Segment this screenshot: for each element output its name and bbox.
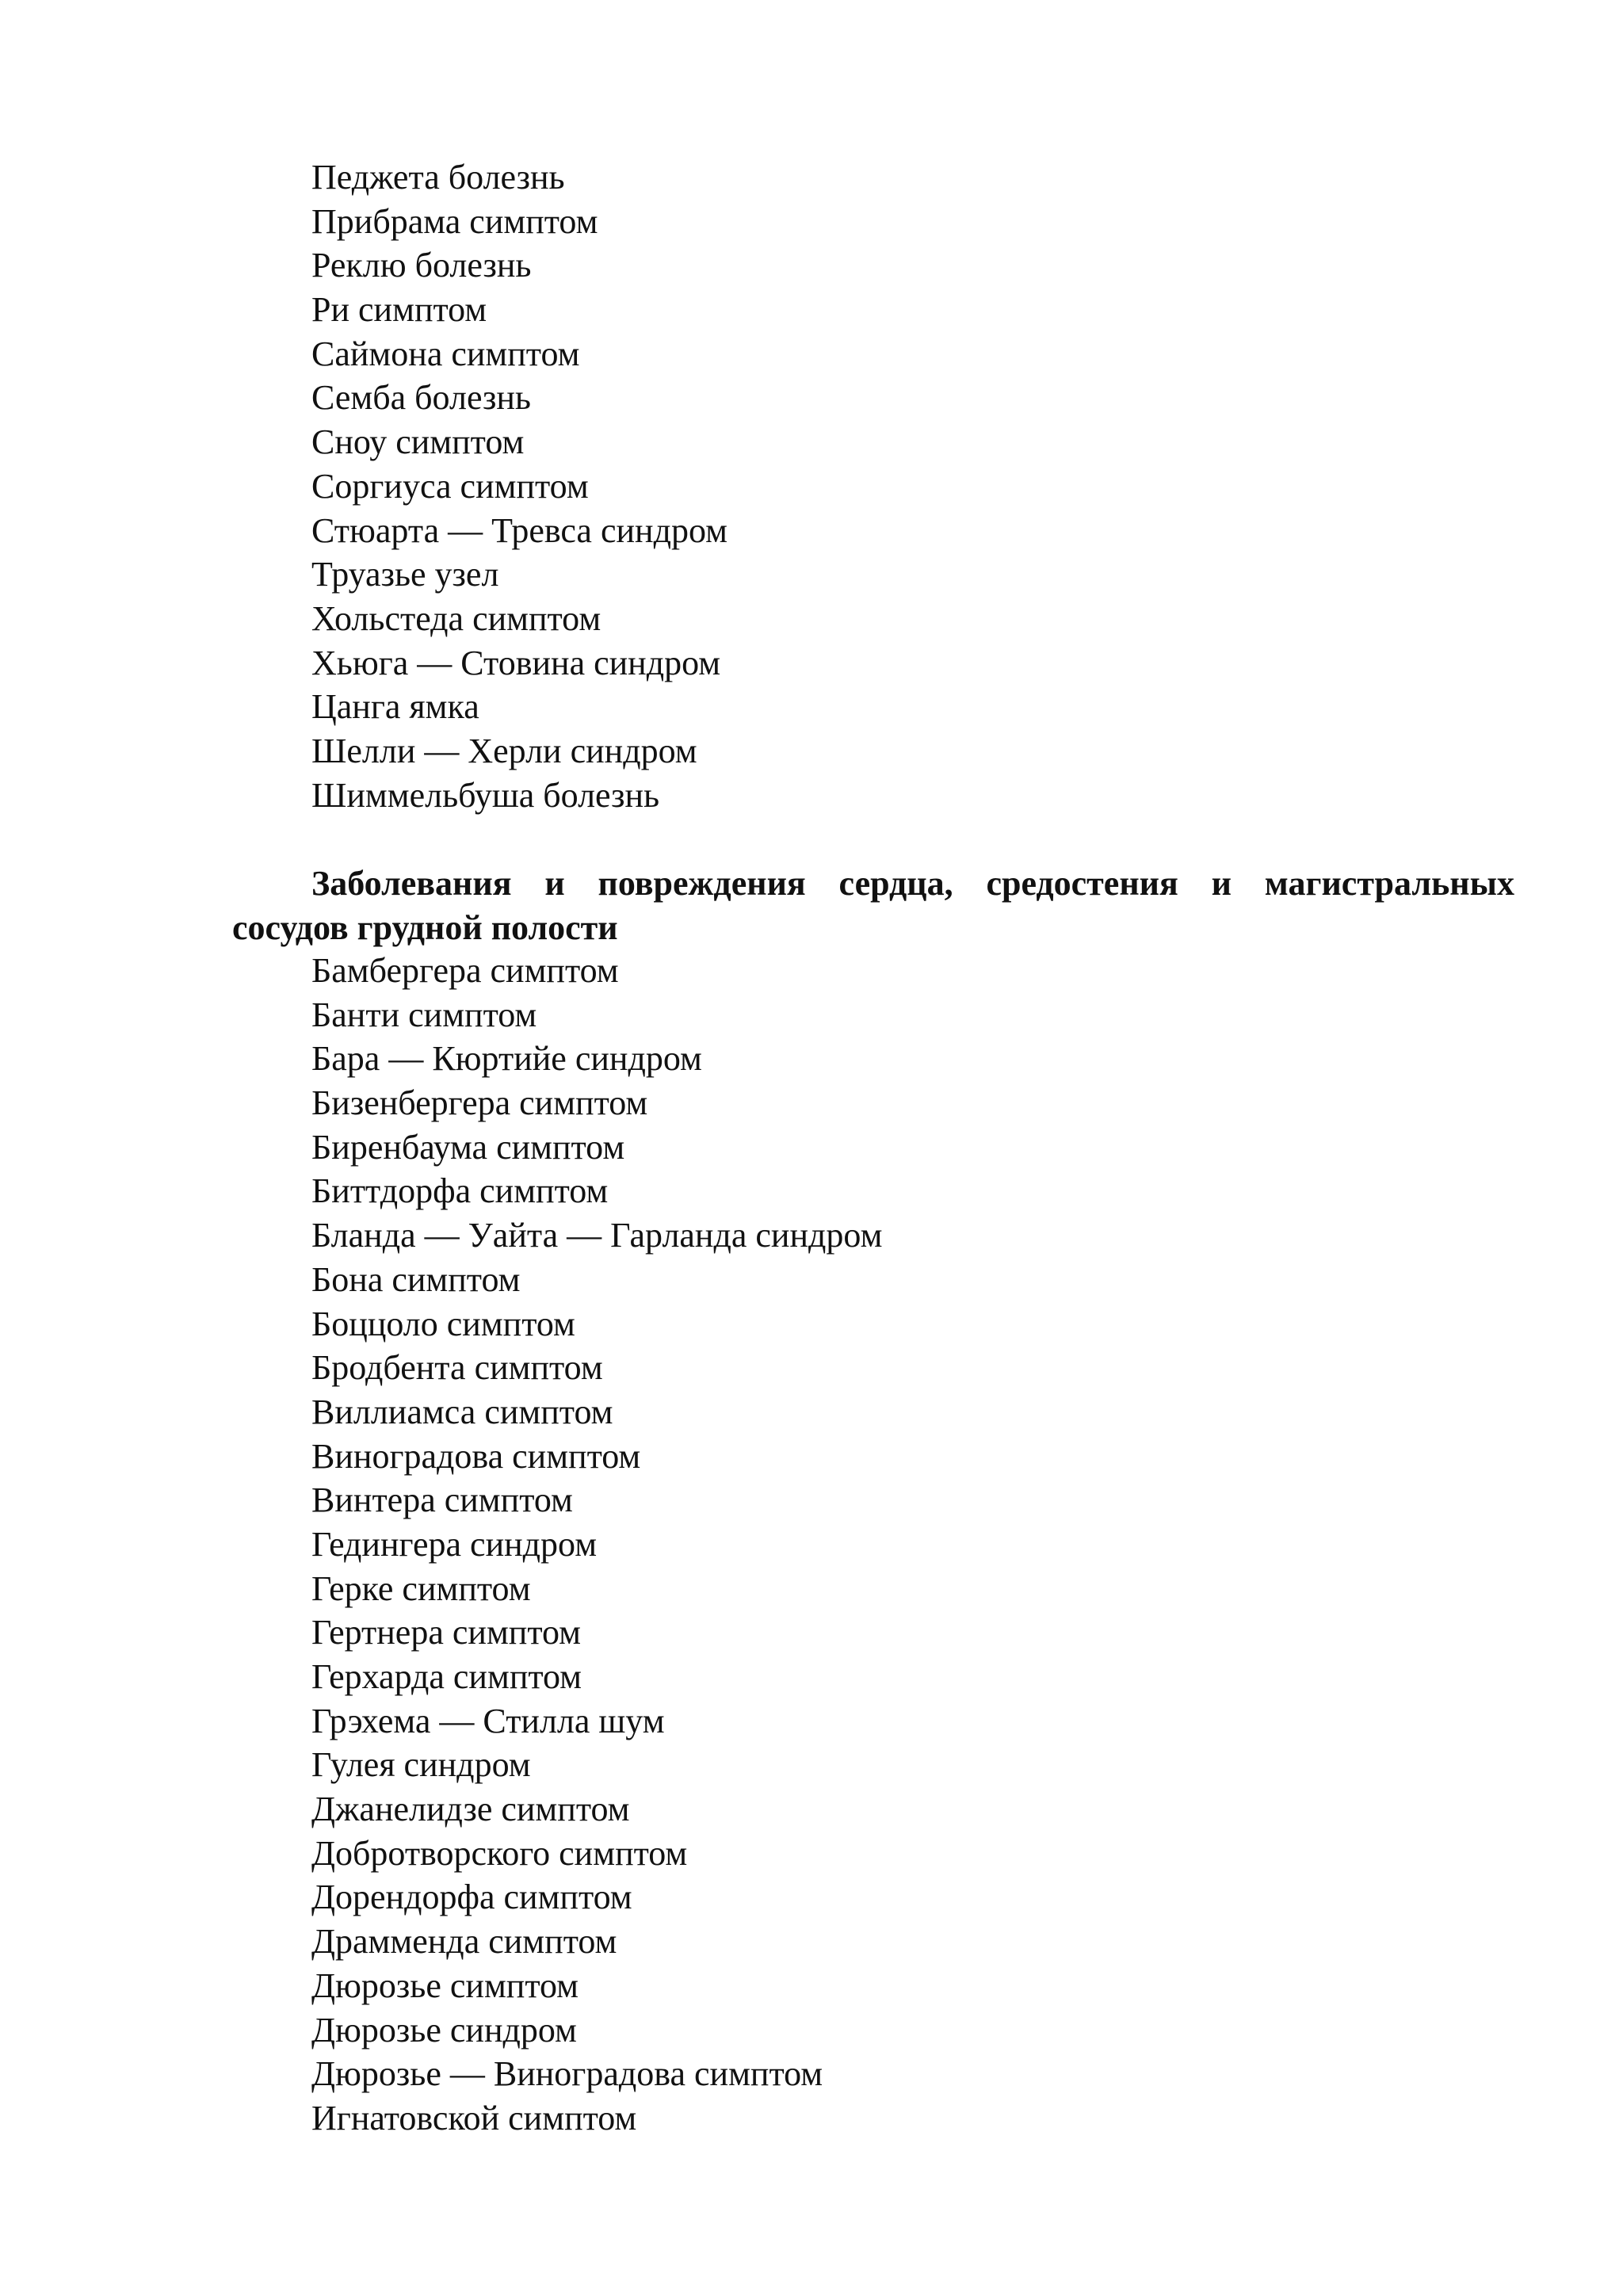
list-item: Биренбаума симптом — [311, 1127, 625, 1167]
list-item: Хольстеда симптом — [311, 598, 601, 638]
list-item: Грэхема — Стилла шум — [311, 1701, 665, 1740]
list-item: Бона симптом — [311, 1259, 521, 1299]
list-item: Саймона симптом — [311, 334, 580, 373]
list-item: Дорендорфа симптом — [311, 1878, 632, 1917]
list-item: Дюрозье симптом — [311, 1966, 579, 2005]
list-item: Цанга ямка — [311, 687, 479, 727]
list-item: Дюрозье синдром — [311, 2010, 577, 2050]
list-item: Шелли — Херли синдром — [311, 731, 697, 770]
section-heading — [232, 861, 1514, 949]
list-item: Ри симптом — [311, 290, 487, 330]
eponym-list-continued — [311, 155, 727, 817]
list-item: Биттдорфа симптом — [311, 1171, 609, 1211]
list-item: Драмменда симптом — [311, 1922, 617, 1962]
section-heading-line-1: Заболевания и повреждения сердца, средостения и магистральных — [311, 864, 1514, 903]
list-item: Джанелидзе симптом — [311, 1790, 630, 1829]
list-item: Бизенбергера симптом — [311, 1083, 648, 1123]
list-item: Банти симптом — [311, 995, 537, 1034]
list-item: Бродбента симптом — [311, 1348, 603, 1388]
section-heading-line-2: сосудов грудной полости — [232, 907, 618, 947]
list-item: Игнатовской симптом — [311, 2098, 637, 2137]
list-item: Герхарда симптом — [311, 1657, 582, 1696]
list-item: Боццоло симптом — [311, 1304, 575, 1343]
list-item: Гертнера симптом — [311, 1613, 581, 1652]
list-item: Шиммельбуша болезнь — [311, 775, 660, 815]
list-item: Хьюга — Стовина синдром — [311, 643, 721, 682]
list-item: Семба болезнь — [311, 378, 531, 418]
list-item: Стюарта — Тревса синдром — [311, 510, 727, 550]
list-item: Соргиуса симптом — [311, 466, 589, 506]
list-item: Реклю болезнь — [311, 246, 532, 285]
list-item: Гулея синдром — [311, 1745, 531, 1785]
list-item: Виноградова симптом — [311, 1436, 641, 1476]
list-item: Сноу симптом — [311, 422, 525, 462]
list-item: Бара — Кюртийе синдром — [311, 1039, 702, 1079]
list-item: Бамбергера симптом — [311, 951, 619, 990]
list-item: Прибрама симптом — [311, 201, 598, 241]
list-item: Гедингера синдром — [311, 1524, 598, 1564]
list-item: Винтера симптом — [311, 1480, 573, 1520]
list-item: Виллиамса симптом — [311, 1392, 613, 1431]
list-item: Педжета болезнь — [311, 158, 565, 197]
list-item: Дюрозье — Виноградова симптом — [311, 2054, 823, 2094]
list-item: Труазье узел — [311, 555, 499, 594]
list-item: Герке симптом — [311, 1568, 531, 1608]
eponym-list-heart-mediastinum — [311, 949, 882, 2141]
list-item: Добротворского симптом — [311, 1833, 688, 1873]
list-item: Бланда — Уайта — Гарланда синдром — [311, 1216, 883, 1255]
